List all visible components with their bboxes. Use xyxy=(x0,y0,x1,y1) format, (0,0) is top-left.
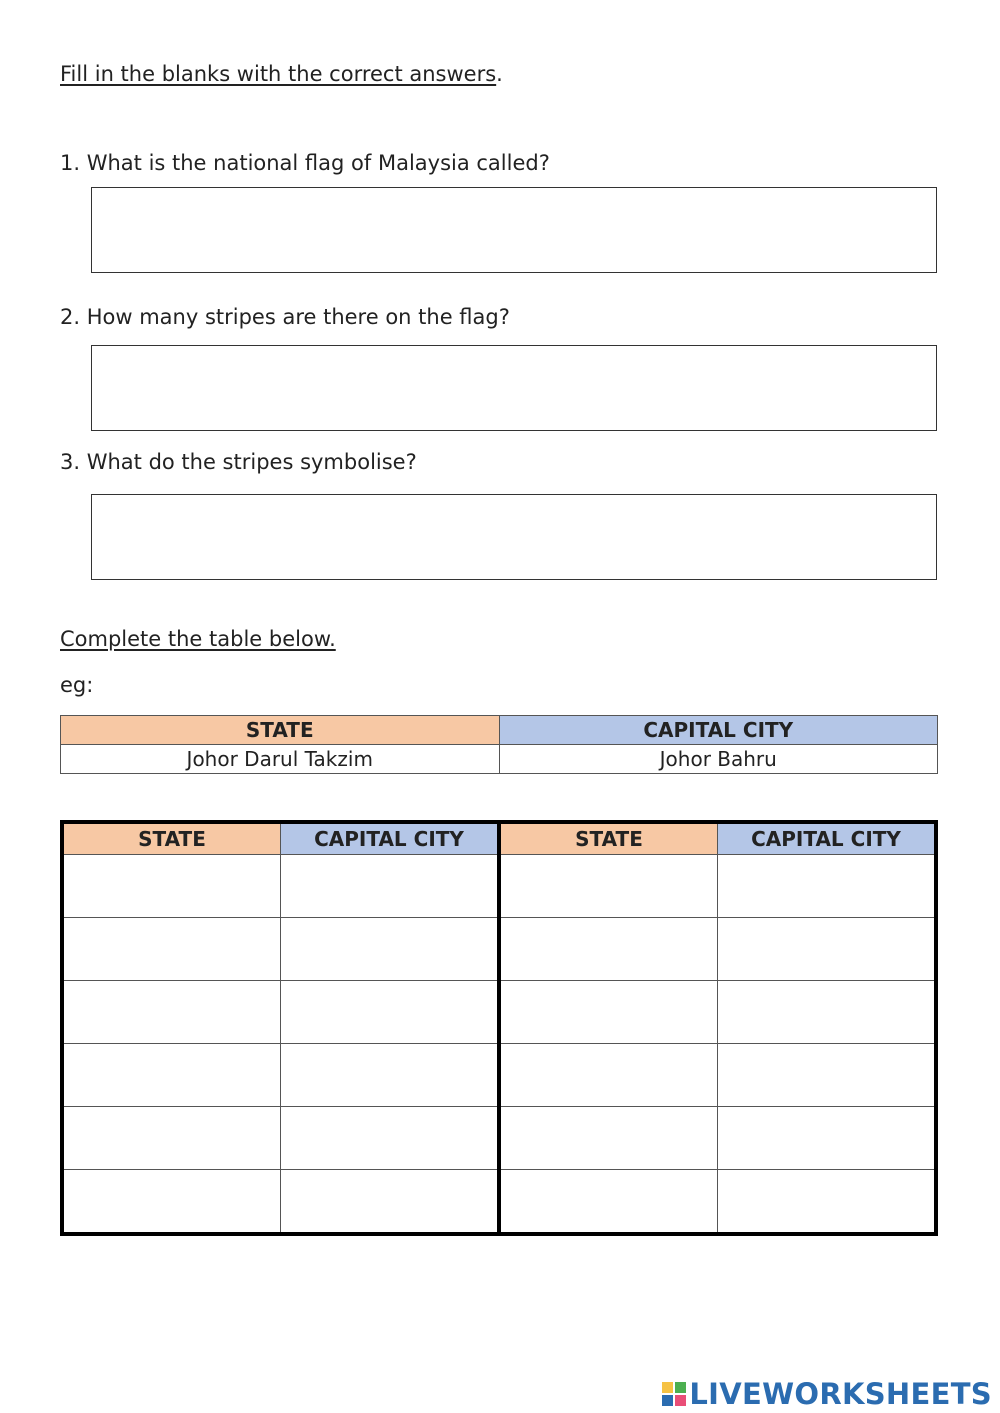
answer-cell-state-left[interactable] xyxy=(62,1044,281,1107)
answer-cell-state-left[interactable] xyxy=(62,1107,281,1170)
answer-cell-city-left[interactable] xyxy=(281,1107,500,1170)
answer-cell-city-left[interactable] xyxy=(281,1170,500,1235)
liveworksheets-logo-icon xyxy=(662,1382,686,1406)
answer-cell-city-right[interactable] xyxy=(718,1107,937,1170)
answer-cell-city-right[interactable] xyxy=(718,981,937,1044)
answer-city-header-right: CAPITAL CITY xyxy=(718,822,937,855)
example-state-cell: Johor Darul Takzim xyxy=(61,745,500,774)
answer-row xyxy=(62,1044,936,1107)
answer-cell-city-right[interactable] xyxy=(718,1044,937,1107)
answer-row xyxy=(62,1107,936,1170)
instruction-fill-blanks-link: Fill in the blanks with the correct answers xyxy=(60,62,497,86)
example-city-cell: Johor Bahru xyxy=(499,745,938,774)
answer-cell-city-right[interactable] xyxy=(718,1170,937,1235)
example-city-header: CAPITAL CITY xyxy=(499,716,938,745)
answer-state-header-right: STATE xyxy=(499,822,718,855)
example-header-row xyxy=(61,716,938,745)
answer-cell-city-left[interactable] xyxy=(281,855,500,918)
question-1: 1. What is the national flag of Malaysia called? xyxy=(60,151,550,175)
answer-cell-city-left[interactable] xyxy=(281,981,500,1044)
answer-row xyxy=(62,918,936,981)
instruction-complete-table: Complete the table below. xyxy=(60,627,336,651)
answer-cell-state-right[interactable] xyxy=(499,1044,718,1107)
answer-cell-state-left[interactable] xyxy=(62,981,281,1044)
answer-cell-state-right[interactable] xyxy=(499,855,718,918)
answer-cell-city-left[interactable] xyxy=(281,1044,500,1107)
answer-box-1[interactable] xyxy=(91,187,937,273)
answer-row xyxy=(62,855,936,918)
example-row xyxy=(61,745,938,774)
answer-row xyxy=(62,1170,936,1235)
answer-cell-state-right[interactable] xyxy=(499,1170,718,1235)
example-state-header: STATE xyxy=(61,716,500,745)
answer-cell-state-left[interactable] xyxy=(62,1170,281,1235)
liveworksheets-text: LIVEWORKSHEETS xyxy=(689,1377,992,1411)
answer-table xyxy=(60,820,938,1236)
answer-box-2[interactable] xyxy=(91,345,937,431)
answer-row xyxy=(62,981,936,1044)
answer-city-header-left: CAPITAL CITY xyxy=(281,822,500,855)
example-table xyxy=(60,715,938,774)
answer-header-row xyxy=(62,822,936,855)
answer-box-3[interactable] xyxy=(91,494,937,580)
liveworksheets-brand xyxy=(662,1377,992,1411)
answer-cell-state-right[interactable] xyxy=(499,1107,718,1170)
instruction-period: . xyxy=(496,62,503,86)
example-label: eg: xyxy=(60,673,94,697)
answer-cell-state-left[interactable] xyxy=(62,855,281,918)
answer-state-header-left: STATE xyxy=(62,822,281,855)
answer-cell-state-right[interactable] xyxy=(499,918,718,981)
answer-cell-city-right[interactable] xyxy=(718,855,937,918)
answer-cell-state-right[interactable] xyxy=(499,981,718,1044)
answer-cell-city-right[interactable] xyxy=(718,918,937,981)
answer-cell-city-left[interactable] xyxy=(281,918,500,981)
question-3: 3. What do the stripes symbolise? xyxy=(60,450,417,474)
instruction-fill-blanks xyxy=(60,62,503,86)
question-2: 2. How many stripes are there on the flag? xyxy=(60,305,510,329)
answer-cell-state-left[interactable] xyxy=(62,918,281,981)
